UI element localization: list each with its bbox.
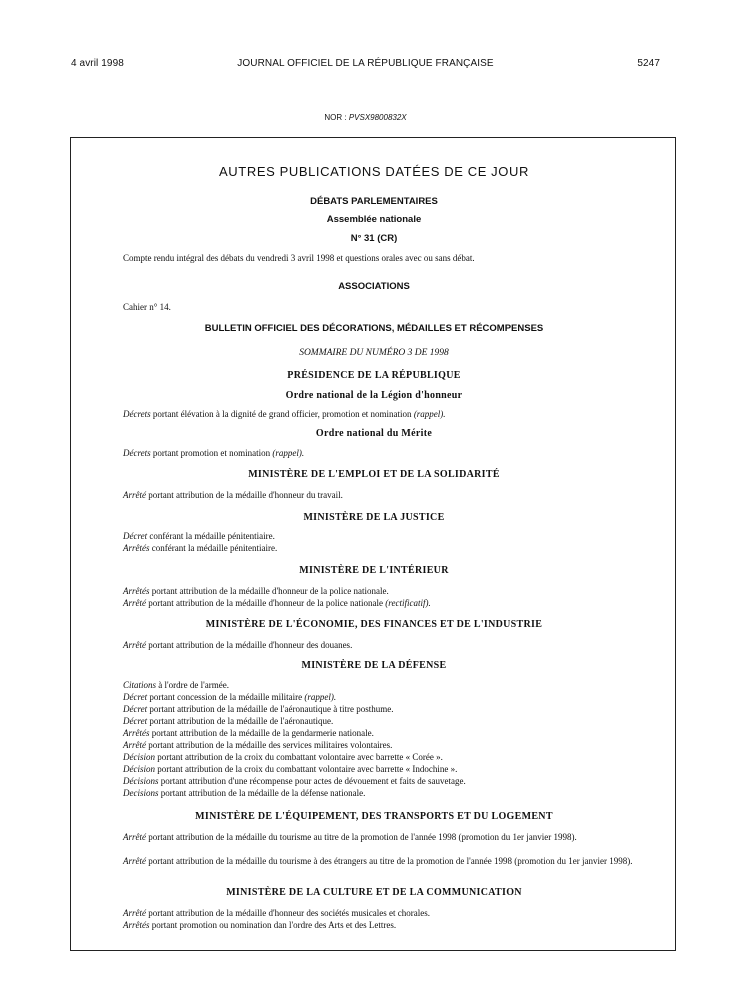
- list-item: Décision portant attribution de la croix du combattant volontaire avec barrette « Indochine ».: [123, 764, 458, 774]
- list-item: Arrêté portant attribution de la médaille du tourisme à des étrangers au titre de la promotion de l'année 1998 (promotion du 1er janvier 1998).: [123, 856, 633, 866]
- list-item: Décrets portant promotion et nomination (rappel).: [123, 448, 305, 458]
- header-date: 4 avril 1998: [71, 58, 124, 69]
- debats-subheading: Assemblée nationale: [326, 214, 422, 225]
- debats-number: N° 31 (CR): [350, 233, 398, 244]
- justice-heading: MINISTÈRE DE LA JUSTICE: [303, 512, 445, 523]
- list-item: Décrets portant élévation à la dignité de grand officier, promotion et nomination (rappel).: [123, 409, 446, 419]
- equipement-heading: MINISTÈRE DE L'ÉQUIPEMENT, DES TRANSPORTS ET DU LOGEMENT: [195, 811, 553, 822]
- list-item: Arrêté portant attribution de la médaille d'honneur du travail.: [123, 490, 343, 500]
- page-title: AUTRES PUBLICATIONS DATÉES DE CE JOUR: [219, 164, 529, 179]
- legion-honneur-subheading: Ordre national de la Légion d'honneur: [285, 390, 463, 401]
- list-item: Arrêtés conférant la médaille pénitentiaire.: [123, 543, 278, 553]
- list-item: Arrêté portant attribution de la médaille d'honneur des sociétés musicales et chorales.: [123, 908, 431, 918]
- list-item: Arrêté portant attribution de la médaille d'honneur des douanes.: [123, 640, 353, 650]
- list-item: Arrêtés portant attribution de la médaille d'honneur de la police nationale.: [123, 586, 389, 596]
- list-item: Arrêté portant attribution de la médaille du tourisme au titre de la promotion de l'année 1998 (promotion du 1er janvier 1998).: [123, 832, 577, 842]
- list-item: Arrêté portant attribution de la médaille d'honneur de la police nationale (rectificatif).: [123, 598, 431, 608]
- header-page-number: 5247: [637, 58, 660, 69]
- list-item: Décret conférant la médaille pénitentiaire.: [123, 531, 275, 541]
- merite-subheading: Ordre national du Mérite: [315, 428, 433, 439]
- culture-heading: MINISTÈRE DE LA CULTURE ET DE LA COMMUNICATION: [226, 887, 522, 898]
- bulletin-sommaire: SOMMAIRE DU NUMÉRO 3 DE 1998: [299, 348, 449, 358]
- list-item: Décisions portant attribution d'une récompense pour actes de dévouement et faits de sauvetage.: [123, 776, 466, 786]
- list-item: Decisions portant attribution de la médaille de la défense nationale.: [123, 788, 366, 798]
- list-item: Arrêtés portant attribution de la médaille de la gendarmerie nationale.: [123, 728, 374, 738]
- associations-text: Cahier n° 14.: [123, 302, 171, 312]
- associations-heading: ASSOCIATIONS: [338, 281, 410, 292]
- list-item: Décret portant attribution de la médaille de l'aéronautique à titre posthume.: [123, 704, 394, 714]
- defense-heading: MINISTÈRE DE LA DÉFENSE: [301, 660, 447, 671]
- debats-heading: DÉBATS PARLEMENTAIRES: [310, 196, 438, 207]
- interieur-heading: MINISTÈRE DE L'INTÉRIEUR: [299, 565, 449, 576]
- nor-reference: [0, 113, 731, 122]
- debats-text: Compte rendu intégral des débats du vendredi 3 avril 1998 et questions orales avec ou sans débat.: [123, 253, 475, 263]
- nor-label: NOR :: [324, 113, 347, 122]
- bulletin-heading: BULLETIN OFFICIEL DES DÉCORATIONS, MÉDAILLES ET RÉCOMPENSES: [204, 323, 544, 334]
- list-item: Arrêté portant attribution de la médaille des services militaires volontaires.: [123, 740, 393, 750]
- presidence-heading: PRÉSIDENCE DE LA RÉPUBLIQUE: [287, 370, 461, 381]
- header-journal-title: JOURNAL OFFICIEL DE LA RÉPUBLIQUE FRANÇAISE: [237, 58, 494, 69]
- list-item: Citations à l'ordre de l'armée.: [123, 680, 229, 690]
- emploi-heading: MINISTÈRE DE L'EMPLOI ET DE LA SOLIDARITÉ: [248, 469, 500, 480]
- nor-code: PVSX9800832X: [348, 113, 407, 122]
- list-item: Décret portant concession de la médaille militaire (rappel).: [123, 692, 337, 702]
- list-item: Décision portant attribution de la croix du combattant volontaire avec barrette « Corée ».: [123, 752, 443, 762]
- publications-frame: [70, 137, 676, 951]
- list-item: Décret portant attribution de la médaille de l'aéronautique.: [123, 716, 334, 726]
- economie-heading: MINISTÈRE DE L'ÉCONOMIE, DES FINANCES ET DE L'INDUSTRIE: [205, 619, 543, 630]
- list-item: Arrêtés portant promotion ou nomination dan l'ordre des Arts et des Lettres.: [123, 920, 397, 930]
